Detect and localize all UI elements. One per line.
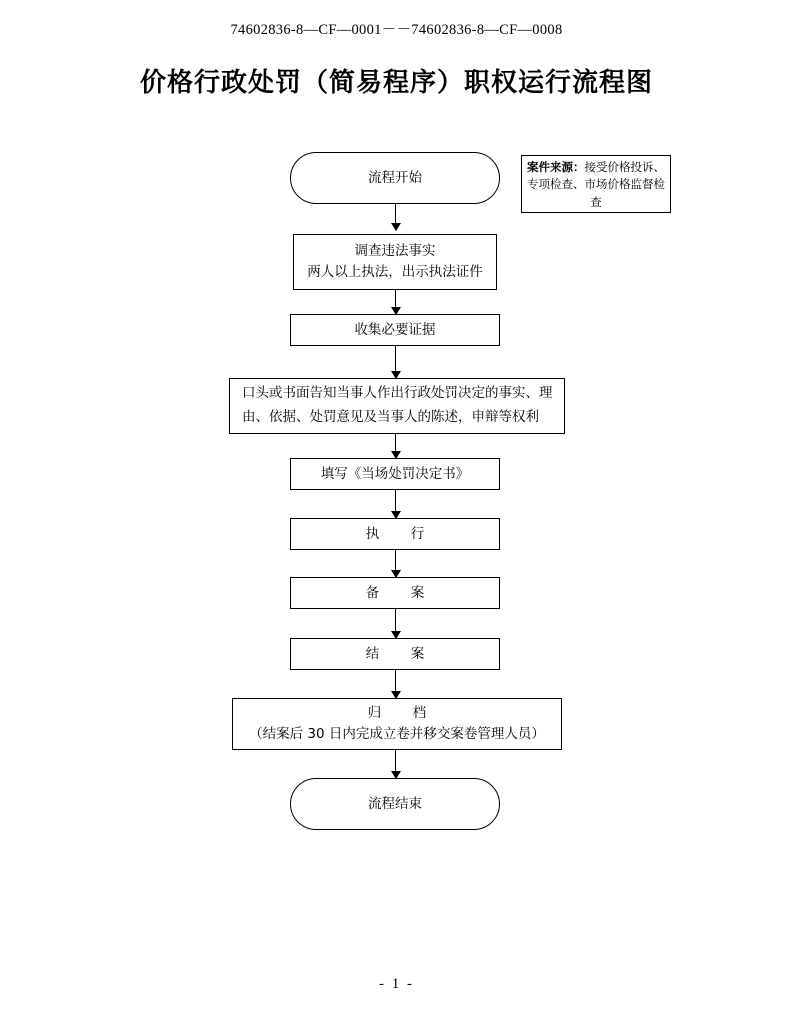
flow-node-investigate-line2: 两人以上执法，出示执法证件 xyxy=(307,264,483,280)
arrow-evidence-to-inform xyxy=(395,346,396,378)
arrow-fill-to-execute xyxy=(395,490,396,518)
flow-node-end xyxy=(290,778,500,830)
flow-node-inform-line2: 由、依据、处罚意见及当事人的陈述，申辩等权利 xyxy=(242,409,539,425)
flow-node-record xyxy=(290,577,500,609)
flow-node-investigate xyxy=(293,234,497,290)
arrow-start-to-investigate xyxy=(395,204,396,230)
arrow-execute-to-record xyxy=(395,550,396,577)
flow-node-archive xyxy=(232,698,562,750)
arrow-close-to-archive xyxy=(395,670,396,698)
page-number: - 1 - xyxy=(379,976,414,992)
case-source-note-label: 案件来源： xyxy=(527,160,585,174)
flow-node-inform xyxy=(229,378,565,434)
flow-node-start-label: 流程开始 xyxy=(368,169,422,186)
case-source-note-text: 接受价格投诉、专项检查、市场价格监督检查 xyxy=(527,160,665,209)
flow-node-execute-label: 执 行 xyxy=(365,525,434,542)
flow-node-evidence xyxy=(290,314,500,346)
flow-node-archive-line1: 归 档 xyxy=(367,705,436,722)
arrow-archive-to-end xyxy=(395,750,396,778)
flow-node-evidence-label: 收集必要证据 xyxy=(354,321,436,338)
arrow-inform-to-fill xyxy=(395,434,396,458)
page-title: 价格行政处罚（简易程序）职权运行流程图 xyxy=(139,68,653,98)
case-source-note xyxy=(521,155,671,213)
flow-node-start xyxy=(290,152,500,204)
flow-node-close-label: 结 案 xyxy=(365,645,434,662)
flow-node-end-label: 流程结束 xyxy=(368,795,422,812)
flow-node-fill-decision xyxy=(290,458,500,490)
flow-node-close xyxy=(290,638,500,670)
flow-node-investigate-line1: 调查违法事实 xyxy=(354,243,436,260)
flow-node-inform-line1: 口头或书面告知当事人作出行政处罚决定的事实、理 xyxy=(242,385,553,402)
flow-node-record-label: 备 案 xyxy=(365,584,434,601)
flow-node-execute xyxy=(290,518,500,550)
arrow-record-to-close xyxy=(395,609,396,638)
document-code: 74602836-8—CF—0001－－74602836-8—CF—0008 xyxy=(230,22,563,38)
arrow-investigate-to-evidence xyxy=(395,290,396,314)
flow-node-archive-line2: （结案后 30 日内完成立卷并移交案卷管理人员） xyxy=(249,726,545,742)
flow-node-fill-decision-label: 填写《当场处罚决定书》 xyxy=(320,465,470,482)
